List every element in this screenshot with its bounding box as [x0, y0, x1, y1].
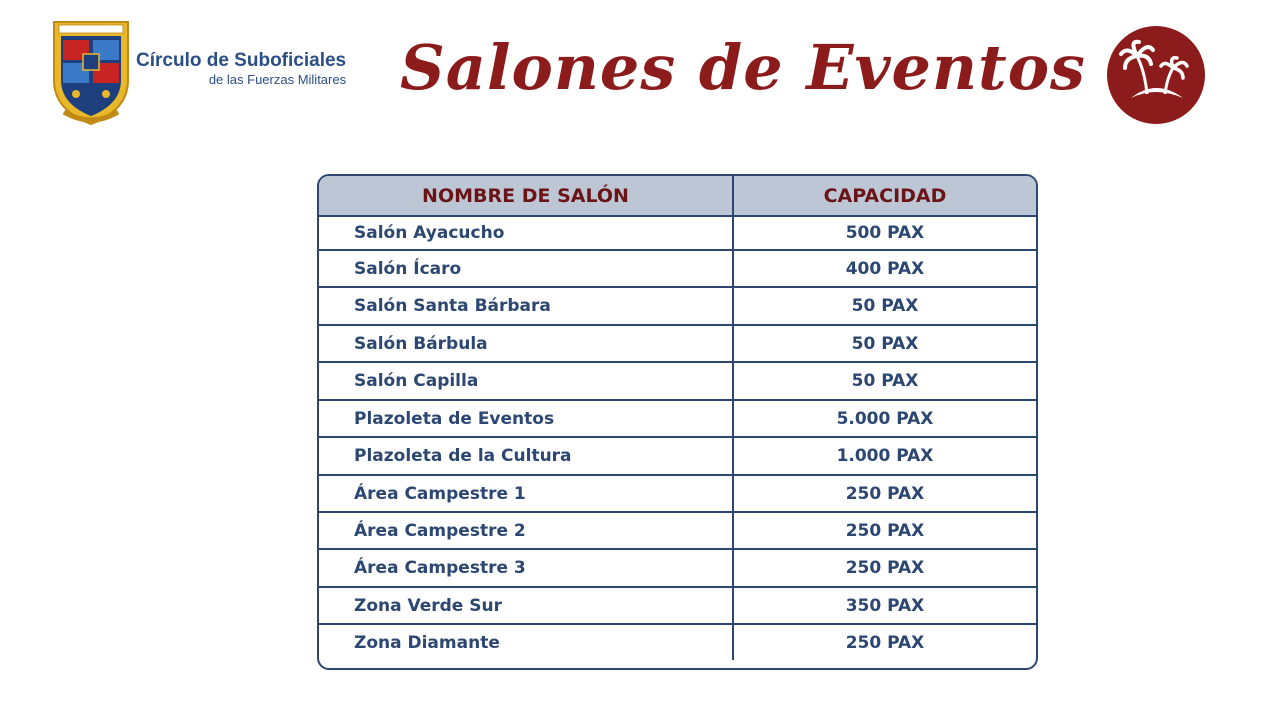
palm-tree-island-icon [1107, 26, 1205, 124]
capacity-cell: 5.000 PAX [836, 408, 934, 429]
salon-name-cell: Salón Santa Bárbara [319, 288, 734, 324]
table-row [319, 511, 1036, 548]
capacity-cell: 250 PAX [845, 483, 925, 504]
capacity-cell: 400 PAX [845, 258, 925, 279]
capacity-cell: 350 PAX [845, 595, 925, 616]
salon-name-cell: Zona Verde Sur [319, 588, 734, 623]
table-row [319, 623, 1036, 660]
capacity-cell: 50 PAX [851, 333, 919, 354]
table-row [319, 436, 1036, 474]
table-row [319, 586, 1036, 623]
table-row [319, 548, 1036, 586]
organization-subtitle: de las Fuerzas Militares [208, 72, 347, 87]
capacity-cell: 250 PAX [845, 520, 925, 541]
column-header-nombre: NOMBRE DE SALÓN [319, 176, 734, 215]
capacity-cell: 1.000 PAX [836, 446, 934, 466]
table-row [319, 324, 1036, 361]
salon-name-cell: Plazoleta de Eventos [319, 401, 734, 436]
salon-name-cell: Área Campestre 2 [319, 513, 734, 548]
salones-table [317, 174, 1038, 670]
table-row [319, 215, 1036, 249]
capacity-cell: 250 PAX [845, 632, 925, 653]
table-body [319, 215, 1036, 660]
organization-name: Círculo de Suboficiales [136, 50, 347, 71]
organization-block [136, 50, 346, 87]
table-row [319, 474, 1036, 511]
column-header-capacidad: CAPACIDAD [823, 184, 947, 207]
capacity-cell: 250 PAX [845, 558, 925, 578]
table-row [319, 361, 1036, 399]
salon-name-cell: Zona Diamante [319, 625, 734, 660]
table-row [319, 249, 1036, 286]
page-title: Salones de Eventos [400, 31, 1086, 104]
capacity-cell: 50 PAX [851, 296, 919, 316]
salon-name-cell: Plazoleta de la Cultura [319, 438, 734, 474]
salon-name-cell: Salón Ayacucho [319, 217, 734, 249]
table-header [319, 176, 1036, 215]
table-row [319, 286, 1036, 324]
salon-name-cell: Salón Capilla [319, 363, 734, 399]
salon-name-cell: Área Campestre 3 [319, 550, 734, 586]
salon-name-cell: Salón Ícaro [319, 251, 734, 286]
salon-name-cell: Área Campestre 1 [319, 476, 734, 511]
table-row [319, 399, 1036, 436]
capacity-cell: 50 PAX [851, 371, 919, 391]
salon-name-cell: Salón Bárbula [319, 326, 734, 361]
capacity-cell: 500 PAX [845, 223, 925, 243]
military-shield-logo-icon [50, 18, 132, 128]
